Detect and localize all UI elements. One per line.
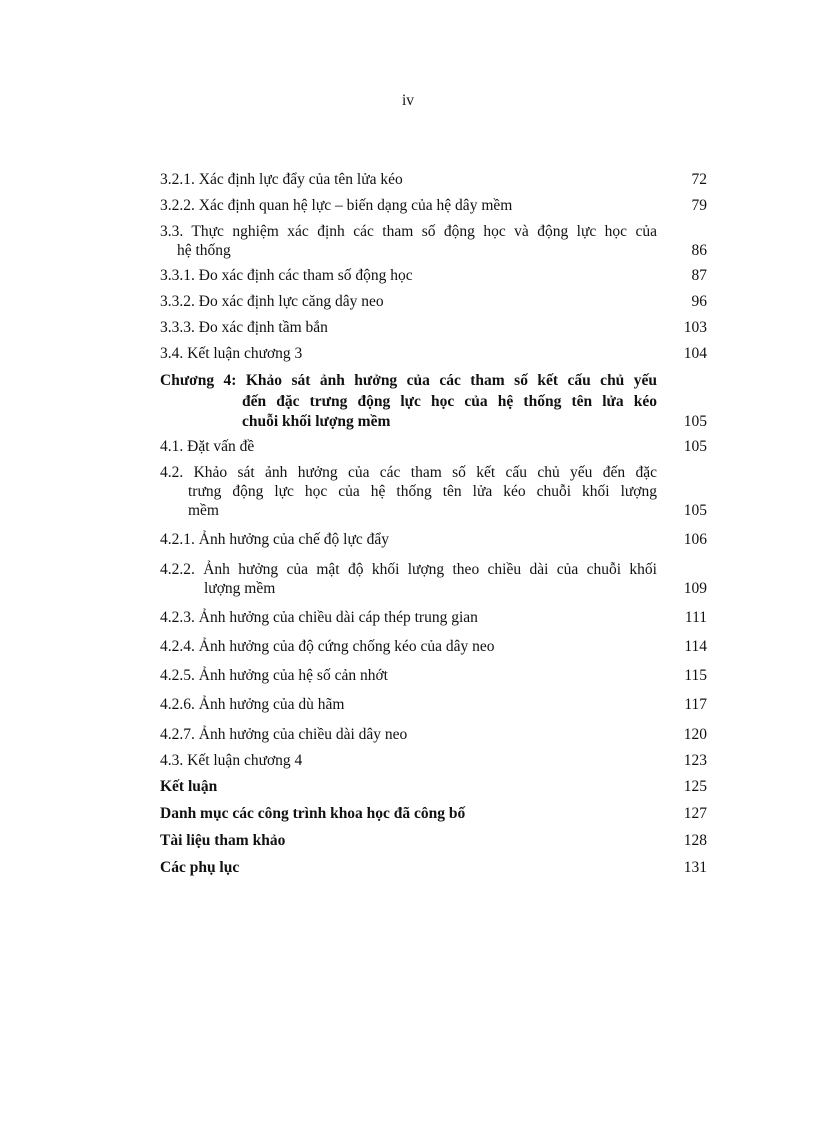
toc-entry-title: 4.2.3. Ảnh hưởng của chiều dài cáp thép trung gian bbox=[160, 609, 478, 626]
toc-entry-title: 4.2.1. Ảnh hưởng của chế độ lực đẩy bbox=[160, 531, 390, 548]
toc-entry-title: 4.2.4. Ảnh hưởng của độ cứng chống kéo của dây neo bbox=[160, 638, 495, 655]
toc-entry-title: Kết luận bbox=[160, 778, 218, 795]
toc-entry-title: 4.2. Khảo sát ảnh hưởng của các tham số kết cấu chủ yếu đến đặc bbox=[160, 464, 657, 481]
toc-entry-title: Các phụ lục bbox=[160, 859, 240, 876]
toc-entry-title: 4.2.6. Ảnh hưởng của dù hãm bbox=[160, 696, 345, 713]
toc-entry-page: 114 bbox=[684, 638, 707, 655]
toc-entry-title: 4.2.2. Ảnh hưởng của mật độ khối lượng theo chiều dài của chuỗi khối bbox=[160, 561, 657, 578]
toc-entry-title-continued: chuỗi khối lượng mềm bbox=[242, 413, 391, 430]
toc-entry-title: 3.3.1. Đo xác định các tham số động học bbox=[160, 267, 413, 284]
toc-entry-page: 131 bbox=[683, 859, 707, 876]
toc-entry-title: 4.2.7. Ảnh hưởng của chiều dài dây neo bbox=[160, 726, 408, 743]
toc-entry-page: 117 bbox=[684, 696, 707, 713]
toc-entry-title: Danh mục các công trình khoa học đã công bố bbox=[160, 805, 466, 822]
toc-entry-title-continued: mềm bbox=[188, 502, 219, 519]
toc-entry-title: 4.3. Kết luận chương 4 bbox=[160, 752, 303, 769]
toc-entry-page: 86 bbox=[691, 242, 707, 259]
toc-entry-title-continued: hệ thống bbox=[177, 242, 231, 259]
toc-entry-title: 3.2.2. Xác định quan hệ lực – biến dạng của hệ dây mềm bbox=[160, 197, 513, 214]
toc-entry-title: 4.2.5. Ảnh hưởng của hệ số cản nhớt bbox=[160, 667, 388, 684]
toc-entry-title: 3.4. Kết luận chương 3 bbox=[160, 345, 303, 362]
toc-entry-page: 104 bbox=[683, 345, 707, 362]
toc-entry-title: Chương 4: Khảo sát ảnh hưởng của các tham số kết cấu chủ yếu bbox=[160, 372, 657, 389]
toc-entry-page: 96 bbox=[691, 293, 707, 310]
toc-entry-page: 79 bbox=[691, 197, 707, 214]
toc-entry-title: 4.1. Đặt vấn đề bbox=[160, 438, 255, 455]
toc-entry-page: 106 bbox=[683, 531, 707, 548]
toc-entry-page: 105 bbox=[683, 438, 707, 455]
toc-entry-title: 3.3.3. Đo xác định tầm bắn bbox=[160, 319, 328, 336]
toc-entry-page: 125 bbox=[683, 778, 707, 795]
toc-entry-page: 111 bbox=[684, 609, 707, 626]
toc-entry-page: 72 bbox=[691, 171, 707, 188]
toc-entry-page: 128 bbox=[683, 832, 707, 849]
toc-entry-page: 105 bbox=[683, 502, 707, 519]
toc-entry-page: 123 bbox=[683, 752, 707, 769]
toc-entry-page: 120 bbox=[683, 726, 707, 743]
toc-entry-page: 115 bbox=[684, 667, 707, 684]
toc-entry-title: 3.3.2. Đo xác định lực căng dây neo bbox=[160, 293, 384, 310]
toc-entry-title: Tài liệu tham khảo bbox=[160, 832, 286, 849]
toc-entry-page: 105 bbox=[683, 413, 707, 430]
toc-entry-page: 87 bbox=[691, 267, 707, 284]
page-number: iv bbox=[401, 92, 415, 109]
toc-entry-title-continued: lượng mềm bbox=[204, 580, 276, 597]
toc-entry-page: 127 bbox=[683, 805, 707, 822]
toc-entry-title: 3.2.1. Xác định lực đẩy của tên lửa kéo bbox=[160, 171, 403, 188]
toc-entry-page: 109 bbox=[683, 580, 707, 597]
toc-entry-page: 103 bbox=[683, 319, 707, 336]
toc-entry-title-continued: trưng động lực học của hệ thống tên lửa kéo chuỗi khối lượng bbox=[188, 483, 657, 500]
toc-entry-title-continued: đến đặc trưng động lực học của hệ thống tên lửa kéo bbox=[242, 393, 657, 410]
toc-entry-title: 3.3. Thực nghiệm xác định các tham số động học và động lực học của bbox=[160, 223, 657, 240]
